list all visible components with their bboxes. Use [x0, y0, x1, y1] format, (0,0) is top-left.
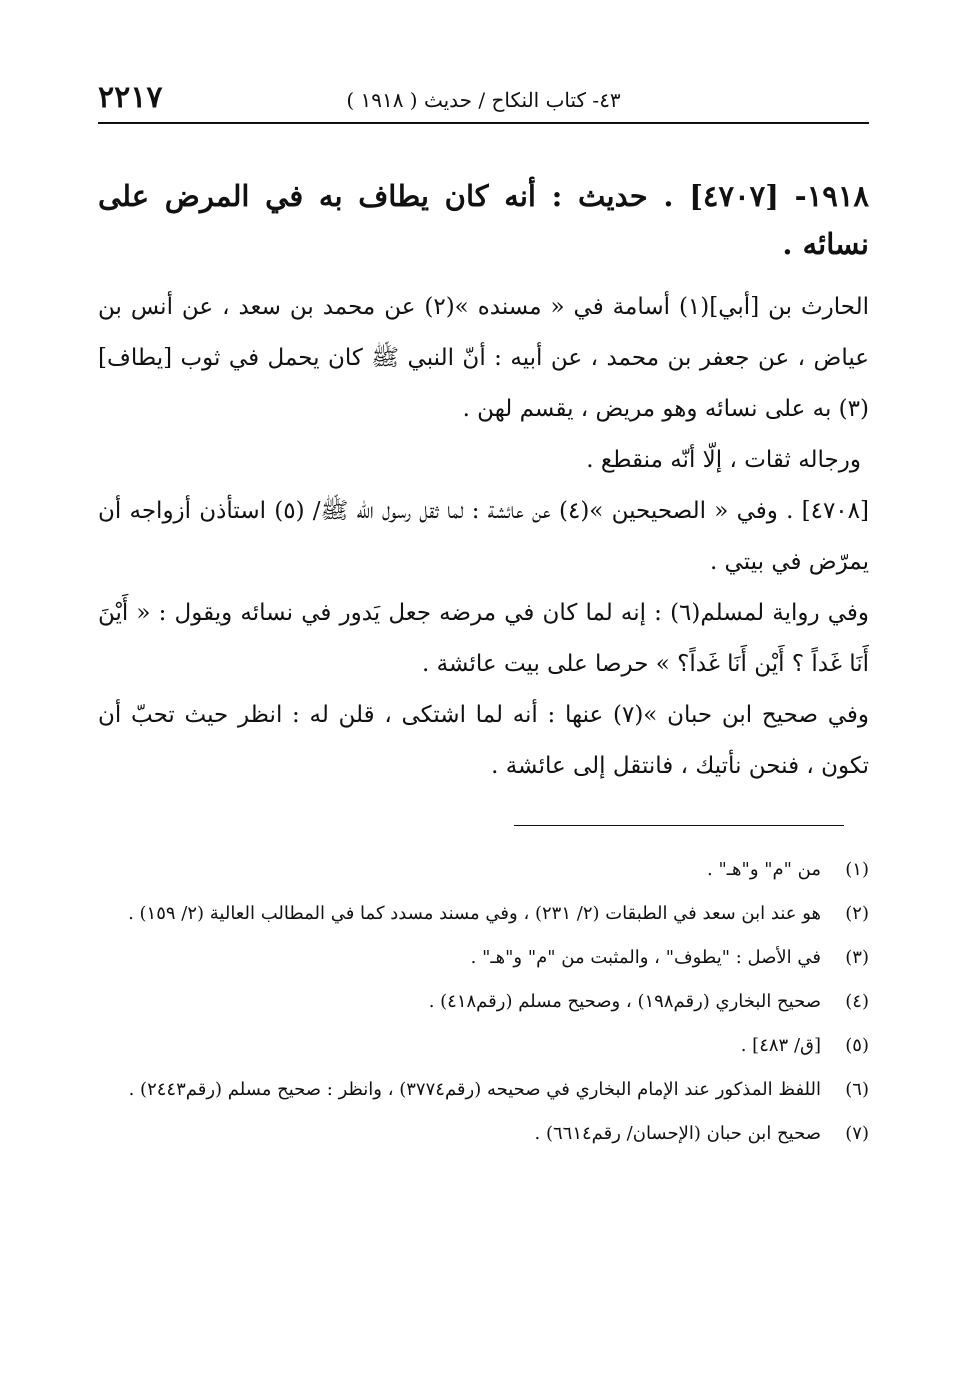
footnote-text: صحيح ابن حبان (الإحسان/ رقم٦٦١٤) . [534, 1123, 821, 1144]
footnote-number: (٤) [845, 991, 869, 1012]
paragraph-4: وفي رواية لمسلم(٦) : إنه لما كان في مرضه جعل يَدور في نسائه ويقول : « أَيْنَ أَنَا غَداً ؟ أَيْن أَنَا غَداً؟ » حرصا على بيت عائشة . [98, 600, 870, 677]
page-number: ٢٢١٧ [98, 80, 163, 115]
footnote-text: في الأصل : "يطوف" ، والمثبت من "م" و"هـ" . [470, 947, 821, 968]
footnote-text: اللفظ المذكور عند الإمام البخاري في صحيحه (رقم٣٧٧٤) ، وانظر : صحيح مسلم (رقم٢٤٤٣) . [128, 1079, 821, 1100]
page-header [98, 78, 869, 124]
hadith-heading: ١٩١٨- [٤٧٠٧] . حديث : أنه كان يطاف به في المرض على نسائه . [98, 179, 869, 261]
footnote-text: هو عند ابن سعد في الطبقات (٢/ ٢٣١) ، وفي مسند مسدد كما في المطالب العالية (٢/ ١٥٩) . [128, 903, 821, 924]
footnote-2 [98, 896, 869, 932]
footnote-number: (٢) [845, 903, 869, 924]
footnote-number: (٥) [845, 1035, 869, 1056]
main-text [98, 172, 869, 792]
footnote-text: [ق/ ٤٨٣] . [740, 1035, 821, 1056]
footnote-6 [98, 1072, 869, 1108]
footnotes [98, 852, 869, 1160]
footnote-7 [98, 1116, 869, 1152]
footnote-number: (٦) [845, 1079, 869, 1100]
footnote-number: (٣) [845, 947, 869, 968]
footnote-3 [98, 940, 869, 976]
footnote-separator [514, 825, 844, 826]
footnote-number: (٧) [845, 1123, 869, 1144]
footnote-text: من "م" و"هـ" . [707, 859, 821, 880]
footnote-1 [98, 852, 869, 888]
paragraph-3: [٤٧٠٨] . وفي « الصحيحين »(٤) عن عائشة : لما ثقل رسول الله ﷺ/ (٥) استأذن أزواجه أن يمرّض في بيتي . [98, 498, 869, 575]
footnote-5 [98, 1028, 869, 1064]
footnote-number: (١) [845, 859, 869, 880]
running-head: ٤٣- كتاب النكاح / حديث ( ١٩١٨ ) [346, 88, 621, 112]
footnote-4 [98, 984, 869, 1020]
footnote-text: صحيح البخاري (رقم١٩٨) ، وصحيح مسلم (رقم٤١٨) . [428, 991, 821, 1012]
paragraph-5: وفي صحيح ابن حبان »(٧) عنها : أنه لما اشتكى ، قلن له : انظر حيث تحبّ أن تكون ، فنحن نأتيك ، فانتقل إلى عائشة . [98, 702, 869, 779]
paragraph-2: ورجاله ثقات ، إلّا أنّه منقطع . [586, 447, 861, 473]
paragraph-1: الحارث بن [أبي](١) أسامة في « مسنده »(٢) عن محمد بن سعد ، عن أنس بن عياض ، عن جعفر بن محمد ، عن أبيه : أنّ النبي ﷺ كان يحمل في ثوب [يطاف](٣) به على نسائه وهو مريض ، يقسم لهن . [98, 294, 869, 422]
